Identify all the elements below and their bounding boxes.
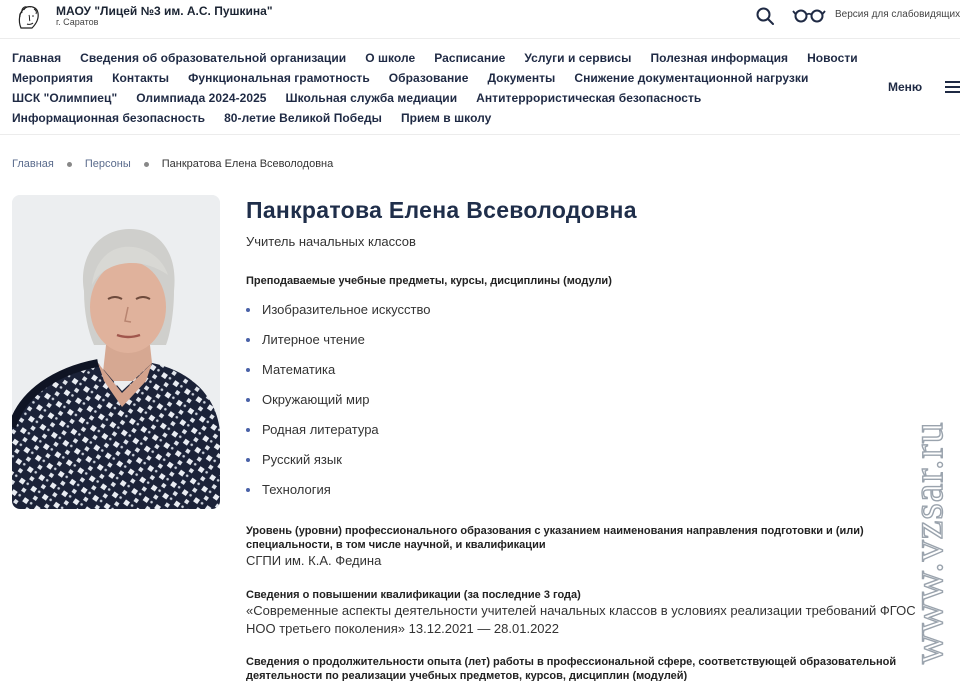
experience-heading: Сведения о продолжительности опыта (лет) работы в профессиональной сфере, соответствующей образовательной деятельности по реализации учебных предметов, курсов, дисциплин (модулей) [246,656,897,681]
education-value: СГПИ им. К.А. Федина [246,553,382,568]
nav-item-antiterror[interactable]: Антитеррористическая безопасность [476,91,702,105]
org-name[interactable]: МАОУ "Лицей №3 им. А.С. Пушкина" [56,4,273,18]
org-city: г. Саратов [56,17,99,27]
experience-section [246,655,946,681]
nav-item-news[interactable]: Новости [807,51,858,65]
watermark [898,338,958,668]
search-icon[interactable] [755,6,775,26]
education-heading: Уровень (уровни) профессионального образования с указанием наименования направления подготовки и (или) специальности, в том числе научной, и квалификации [246,525,864,551]
main-navigation [12,48,872,128]
nav-divider [0,134,960,135]
nav-item-services[interactable]: Услуги и сервисы [524,51,632,65]
list-item: Родная литература [246,420,430,450]
hamburger-icon[interactable] [945,81,960,94]
qualification-section [246,588,946,638]
watermark-text: www.vzsar.ru [906,421,952,664]
nav-item-paperwork-reduction[interactable]: Снижение документационной нагрузки [574,71,809,85]
nav-row [12,68,872,88]
nav-row [12,48,872,68]
nav-item-sports-club[interactable]: ШСК "Олимпиец" [12,91,118,105]
nav-item-org-info[interactable]: Сведения об образовательной организации [80,51,347,65]
person-name: Панкратова Елена Всеволодовна [246,197,637,223]
nav-item-victory-80[interactable]: 80-летие Великой Победы [224,111,382,125]
person-position: Учитель начальных классов [246,234,416,249]
nav-row [12,88,872,108]
person-photo [12,195,220,509]
nav-item-olympiad[interactable]: Олимпиада 2024-2025 [136,91,267,105]
breadcrumb-separator [144,162,149,167]
nav-row [12,108,872,128]
qualification-value: «Современные аспекты деятельности учителей начальных классов в условиях реализации требований ФГОС НОО третьего поколения» 13.12.2021 — 28.01.2022 [246,603,916,636]
list-item: Технология [246,480,430,510]
nav-item-home[interactable]: Главная [12,51,62,65]
nav-item-contacts[interactable]: Контакты [112,71,170,85]
nav-item-functional-literacy[interactable]: Функциональная грамотность [188,71,370,85]
breadcrumb [12,158,333,170]
nav-item-documents[interactable]: Документы [487,71,556,85]
breadcrumb-current: Панкратова Елена Всеволодовна [161,158,334,170]
menu-button-label[interactable]: Меню [888,80,923,94]
glasses-icon[interactable] [792,7,826,23]
breadcrumb-home[interactable]: Главная [12,158,54,170]
nav-item-admission[interactable]: Прием в школу [400,111,492,125]
qualification-heading: Сведения о повышении квалификации (за последние 3 года) [246,589,581,601]
subjects-list [246,300,430,510]
breadcrumb-persons[interactable]: Персоны [84,158,131,170]
education-section [246,524,946,570]
header-divider [0,38,960,39]
list-item: Окружающий мир [246,390,430,420]
list-item: Математика [246,360,430,390]
breadcrumb-separator [67,162,72,167]
nav-item-events[interactable]: Мероприятия [12,71,94,85]
accessibility-version-link[interactable]: Версия для слабовидящих [835,9,960,20]
list-item: Изобразительное искусство [246,300,430,330]
site-header [0,0,960,40]
list-item: Литерное чтение [246,330,430,360]
nav-item-mediation[interactable]: Школьная служба медиации [285,91,458,105]
list-item: Русский язык [246,450,430,480]
subjects-heading: Преподаваемые учебные предметы, курсы, дисциплины (модули) [246,275,612,287]
nav-item-schedule[interactable]: Расписание [434,51,506,65]
pushkin-portrait-logo[interactable] [12,1,44,33]
nav-item-education[interactable]: Образование [388,71,469,85]
nav-item-about[interactable]: О школе [365,51,416,65]
nav-item-useful-info[interactable]: Полезная информация [650,51,789,65]
nav-item-info-security[interactable]: Информационная безопасность [12,111,206,125]
